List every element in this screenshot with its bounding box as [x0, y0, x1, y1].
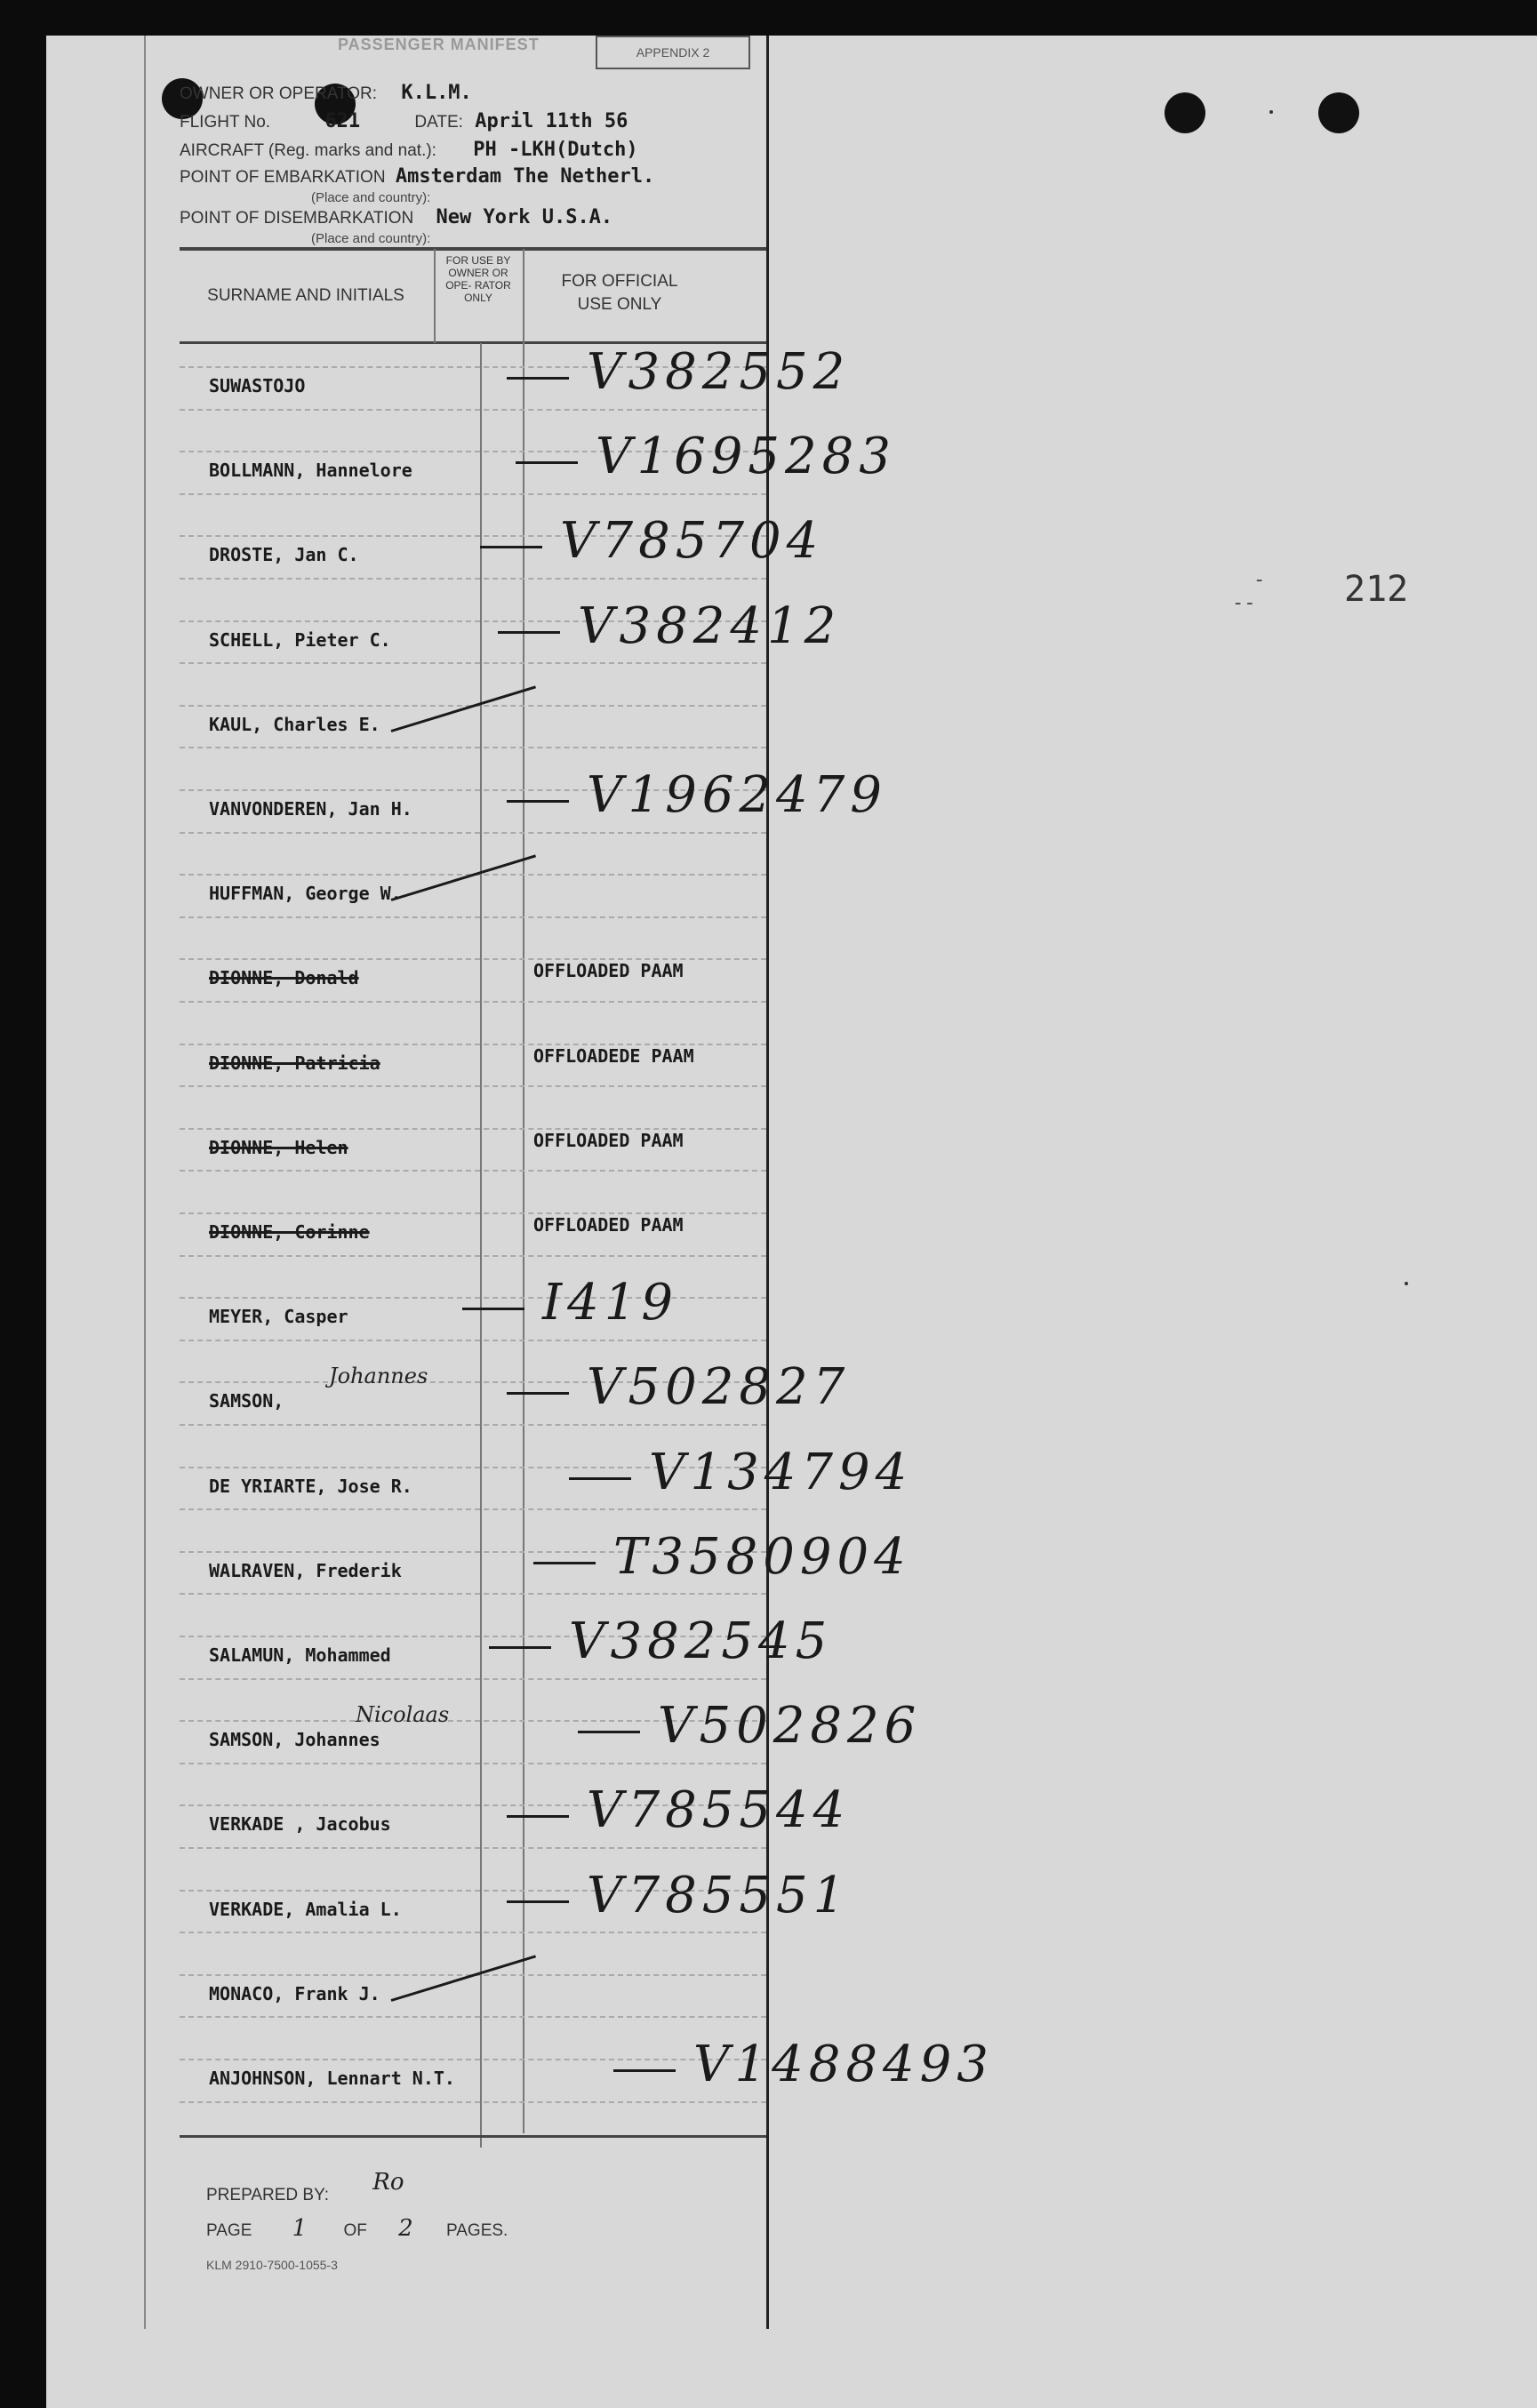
passenger-name: SUWASTOJO: [209, 375, 306, 396]
handwritten-name-correction: Johannes: [329, 1364, 428, 1389]
check-dash: [507, 1900, 569, 1903]
row-guide-line: [180, 1340, 766, 1341]
embark-line: [180, 165, 654, 188]
prepared-by-line: [206, 2169, 404, 2206]
handwritten-visa-number: I419: [542, 1274, 679, 1332]
check-dash: [480, 546, 542, 548]
official-remark: OFFLOADED PAAM: [533, 1214, 684, 1236]
passenger-name: BOLLMANN, Hannelore: [209, 460, 412, 482]
row-guide-line: [180, 409, 766, 411]
check-dash: [516, 461, 578, 464]
passenger-name: DIONNE, Patricia: [209, 1052, 380, 1074]
aircraft-line: [180, 139, 638, 161]
handwritten-visa-number: V1695283: [596, 428, 896, 486]
margin-mark: --: [1232, 592, 1256, 614]
embark-hint: (Place and country):: [311, 190, 431, 205]
row-guide-line: [180, 1763, 766, 1764]
passenger-name: VANVONDEREN, Jan H.: [209, 798, 412, 820]
row-guide-line: [180, 1255, 766, 1257]
form-code: KLM 2910-7500-1055-3: [206, 2258, 338, 2272]
check-dash: [462, 1308, 524, 1310]
check-dash: [489, 1646, 551, 1649]
passenger-name: VERKADE, Amalia L.: [209, 1898, 402, 1920]
flight-value: 621: [324, 110, 361, 132]
passenger-name: DROSTE, Jan C.: [209, 544, 359, 566]
handwritten-visa-number: V382545: [569, 1612, 833, 1670]
flight-label: FLIGHT No.: [180, 113, 271, 132]
date-label: DATE:: [414, 113, 463, 132]
margin-mark: -: [1253, 569, 1266, 591]
disembark-hint: (Place and country):: [311, 231, 431, 246]
aircraft-label: AIRCRAFT (Reg. marks and nat.):: [180, 141, 436, 160]
page-number-stamp: 212: [1344, 569, 1409, 610]
owner-value: K.L.M.: [401, 82, 472, 104]
owner-use-column-header: FOR USE BY OWNER OR OPE- RATOR ONLY: [445, 254, 511, 304]
prepared-by-label: PREPARED BY:: [206, 2186, 329, 2204]
row-guide-line: [180, 1593, 766, 1595]
check-dash: [569, 1477, 631, 1480]
passenger-name: SAMSON,: [209, 1390, 284, 1412]
check-dash: [578, 1731, 640, 1733]
column-divider: [480, 343, 482, 2148]
pages-label: PAGES.: [446, 2221, 508, 2240]
of-total-value: 2: [398, 2215, 413, 2242]
row-guide-line: [180, 747, 766, 748]
handwritten-visa-number: V502827: [587, 1358, 851, 1417]
owner-line: [180, 82, 472, 104]
aircraft-value: PH -LKH(Dutch): [473, 139, 638, 161]
row-guide-line: [180, 2101, 766, 2103]
passenger-name: SCHELL, Pieter C.: [209, 628, 391, 651]
disembark-label: POINT OF DISEMBARKATION: [180, 209, 414, 228]
passenger-name: DIONNE, Donald: [209, 967, 359, 989]
row-guide-line: [180, 1508, 766, 1510]
of-label: OF: [343, 2221, 367, 2240]
disembark-value: New York U.S.A.: [436, 206, 613, 228]
page-count-line: [206, 2215, 508, 2242]
passenger-name: DIONNE, Corinne: [209, 1221, 370, 1243]
passenger-name: HUFFMAN, George W.: [209, 883, 402, 905]
handwritten-visa-number: V785544: [587, 1781, 851, 1840]
check-dash: [613, 2069, 676, 2072]
row-guide-line: [180, 2016, 766, 2018]
appendix-box: APPENDIX 2: [596, 36, 750, 69]
official-column-header: FOR OFFICIAL USE ONLY: [561, 272, 678, 314]
check-dash: [507, 800, 569, 803]
passenger-name: SALAMUN, Mohammed: [209, 1644, 391, 1666]
handwritten-visa-number: V382552: [587, 343, 851, 401]
handwritten-visa-number: V1488493: [693, 2036, 994, 2093]
handwritten-visa-number: V785704: [560, 512, 824, 571]
row-guide-line: [180, 1678, 766, 1680]
handwritten-visa-number: V382412: [578, 596, 842, 655]
handwritten-visa-number: V134794: [649, 1443, 913, 1501]
surname-column-header: SURNAME AND INITIALS: [207, 286, 404, 305]
handwritten-visa-number: V785551: [587, 1866, 851, 1924]
date-value: April 11th 56: [475, 110, 628, 132]
official-remark: OFFLOADEDE PAAM: [533, 1044, 694, 1067]
check-dash: [507, 1392, 569, 1395]
row-guide-line: [180, 1424, 766, 1426]
disembark-line: [180, 206, 612, 228]
row-guide-line: [180, 1932, 766, 1933]
row-guide-line: [180, 1001, 766, 1003]
row-guide-line: [180, 578, 766, 580]
passenger-name: MEYER, Casper: [209, 1306, 348, 1328]
footer-rule: [180, 2135, 766, 2138]
row-guide-line: [180, 493, 766, 495]
check-dash: [533, 1562, 596, 1564]
handwritten-name-correction: Nicolaas: [356, 1702, 450, 1728]
handwritten-visa-number: V502826: [658, 1697, 922, 1756]
prepared-by-value: Ro: [372, 2169, 404, 2196]
row-guide-line: [180, 1085, 766, 1087]
form-title: PASSENGER MANIFEST: [338, 36, 540, 53]
header-rule: [180, 247, 766, 251]
check-dash: [507, 1815, 569, 1818]
page-value: 1: [292, 2215, 308, 2242]
speck: [1405, 1282, 1408, 1285]
row-guide-line: [180, 1170, 766, 1172]
punch-hole: [1165, 92, 1205, 133]
column-divider: [523, 249, 524, 2133]
passenger-name: DIONNE, Helen: [209, 1136, 348, 1158]
official-remark: OFFLOADED PAAM: [533, 960, 684, 982]
passenger-name: VERKADE , Jacobus: [209, 1813, 391, 1836]
flight-line: [180, 110, 628, 132]
row-guide-line: [180, 1847, 766, 1849]
passenger-name: SAMSON, Johannes: [209, 1729, 380, 1751]
check-dash: [507, 377, 569, 380]
speck: [1269, 110, 1273, 114]
row-guide-line: [180, 2059, 766, 2060]
passenger-name: DE YRIARTE, Jose R.: [209, 1475, 412, 1497]
handwritten-visa-number: V1962479: [587, 766, 887, 824]
embark-value: Amsterdam The Netherl.: [395, 165, 655, 188]
row-guide-line: [180, 662, 766, 664]
row-guide-line: [180, 832, 766, 834]
passenger-name: MONACO, Frank J.: [209, 1982, 380, 2004]
page-label: PAGE: [206, 2221, 252, 2240]
punch-hole: [1318, 92, 1359, 133]
embark-label: POINT OF EMBARKATION: [180, 168, 386, 187]
owner-label: OWNER OR OPERATOR:: [180, 84, 378, 103]
passenger-name: WALRAVEN, Frederik: [209, 1559, 402, 1581]
official-remark: OFFLOADED PAAM: [533, 1129, 684, 1151]
passenger-name: KAUL, Charles E.: [209, 713, 380, 735]
row-guide-line: [180, 916, 766, 918]
passenger-name: ANJOHNSON, Lennart N.T.: [209, 2068, 455, 2089]
column-divider: [434, 249, 436, 343]
check-dash: [498, 631, 560, 634]
handwritten-visa-number: T3580904: [613, 1527, 911, 1586]
